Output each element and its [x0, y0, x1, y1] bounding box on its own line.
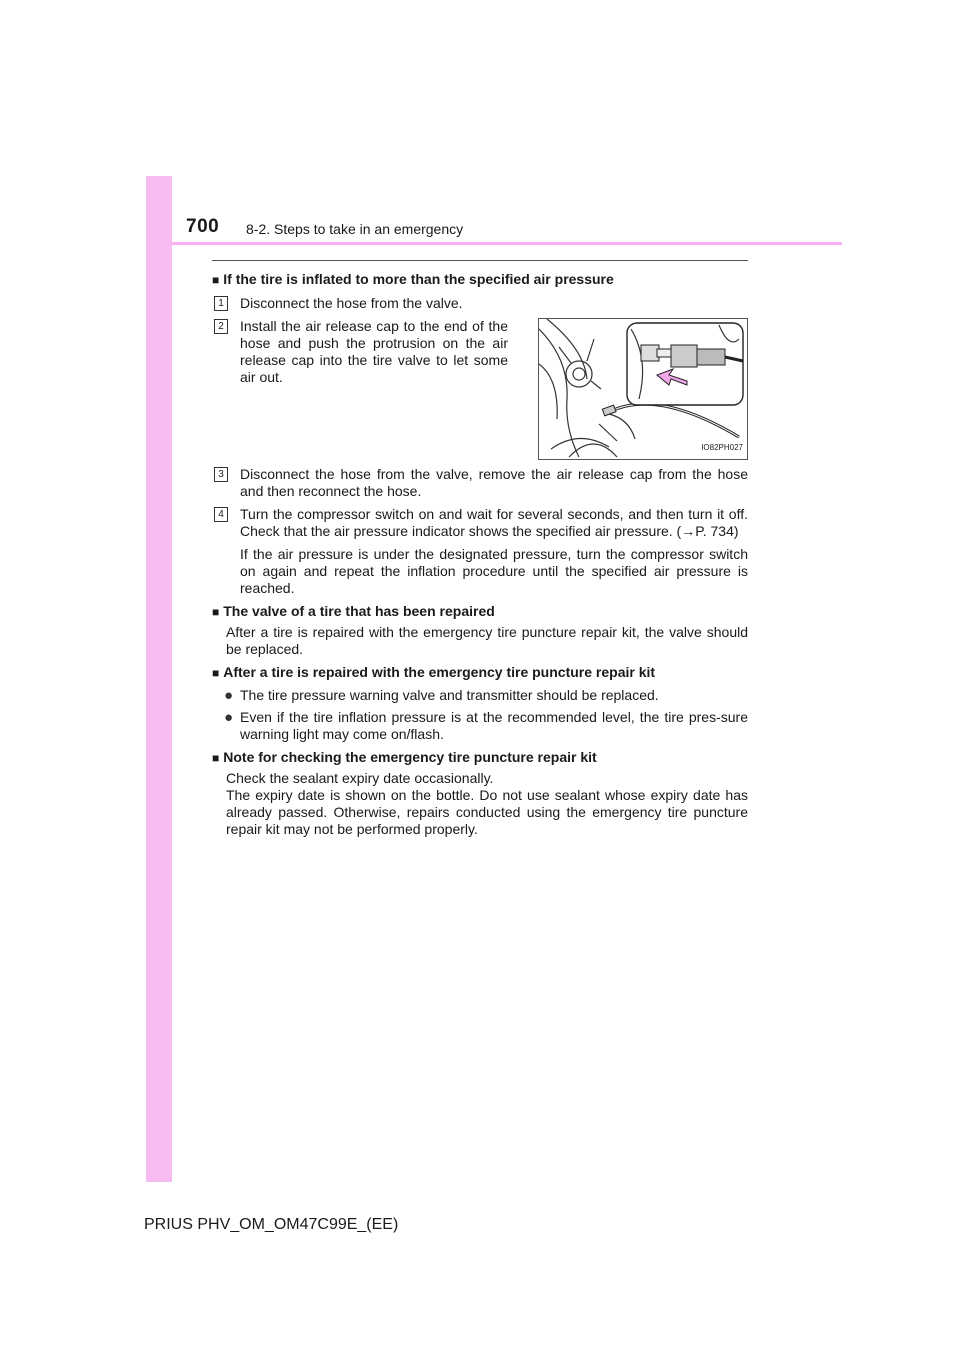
list-item: ● Even if the tire inflation pressure is at the recommended level, the tire pres-sure warning light may come on/flash.: [224, 709, 748, 742]
bullet-icon: ●: [224, 687, 234, 704]
section-heading-overinflated: ■ If the tire is inflated to more than the specified air pressure: [212, 271, 614, 287]
page-number: 700: [186, 216, 220, 237]
step-text: Install the air release cap to the end of the hose and push the protrusion on the air release cap into the tire valve to let some air out.: [240, 318, 508, 385]
valve-text: After a tire is repaired with the emergency tire puncture repair kit, the valve should be replaced.: [226, 624, 748, 657]
check-kit-line-1: Check the sealant expiry date occasionally.: [226, 770, 494, 786]
content-top-rule: [212, 260, 748, 261]
page-content: [212, 267, 748, 838]
pressure-note: If the air pressure is under the designated pressure, turn the compressor switch on again and repeat the inflation procedure until the specified air pressure is reached.: [240, 546, 748, 596]
section-marker-icon: ■: [212, 751, 220, 765]
bullet-icon: ●: [224, 709, 234, 726]
step-number: 1: [214, 296, 228, 311]
section-heading-valve: ■ The valve of a tire that has been repaired: [212, 603, 495, 619]
step-number: 2: [214, 319, 228, 334]
section-heading-after-repair: ■ After a tire is repaired with the emergency tire puncture repair kit: [212, 664, 656, 680]
tire-valve-illustration: [539, 319, 747, 459]
step-text: Turn the compressor switch on and wait for several seconds, and then turn it off. Check that the air pressure indicator shows the specified air pressure. (→P. 734): [240, 506, 748, 539]
step-3: [212, 466, 748, 500]
section-marker-icon: ■: [212, 605, 220, 619]
step-4: [212, 506, 748, 540]
footer-model-code: PRIUS PHV_OM_OM47C99E_(EE): [144, 1216, 399, 1233]
step-number: 4: [214, 507, 228, 522]
section-heading-check-kit: ■ Note for checking the emergency tire puncture repair kit: [212, 749, 597, 765]
header-rule: [172, 242, 842, 245]
step-1: [212, 295, 748, 312]
section-marker-icon: ■: [212, 666, 220, 680]
list-item: ● The tire pressure warning valve and transmitter should be replaced.: [224, 687, 659, 704]
section-marker-icon: ■: [212, 273, 220, 287]
step-text: Disconnect the hose from the valve.: [240, 295, 463, 311]
air-release-figure: [538, 318, 748, 460]
chapter-title: 8-2. Steps to take in an emergency: [246, 221, 464, 237]
side-color-band: [146, 176, 172, 1182]
figure-code: IO82PH027: [701, 443, 743, 452]
step-2: [212, 318, 748, 460]
check-kit-line-2: The expiry date is shown on the bottle. Do not use sealant whose expiry date has already passed. Otherwise, repairs conducted using the emergency tire puncture repair kit may not be performed properly.: [226, 787, 748, 837]
step-number: 3: [214, 467, 228, 482]
step-text: Disconnect the hose from the valve, remove the air release cap from the hose and then reconnect the hose.: [240, 466, 748, 499]
